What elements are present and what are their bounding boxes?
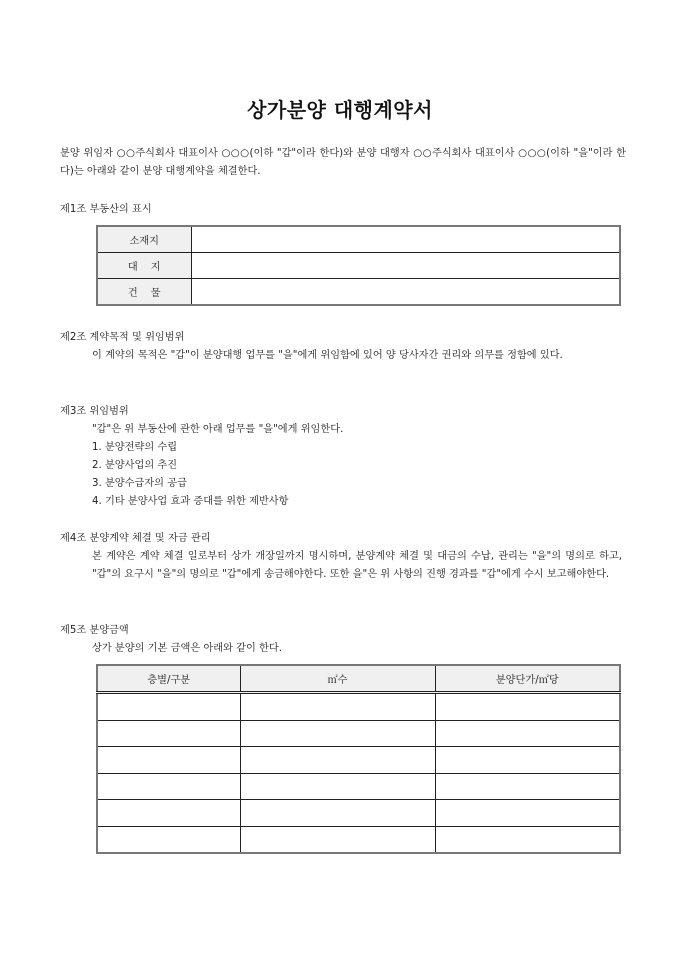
table-row — [97, 773, 620, 800]
article-2-body: 이 계약의 목적은 "갑"이 분양대행 업무를 "을"에게 위임함에 있어 양 당사자간 권리와 의무를 정함에 있다. — [92, 350, 563, 361]
table-cell — [97, 800, 240, 827]
header-area: ㎡수 — [240, 665, 435, 693]
article-4-body: 본 계약은 계약 체결 일로부터 상가 개장일까지 명시하며, 분양계약 체결 및 대금의 수납, 관리는 "을"의 명의로 하고, "갑"의 요구시 "을"의 명의로 "갑"에게 송금해야한다. 또한 을"은 위 사항의 진행 경과를 "갑"에게 수시 보고해야한다. — [92, 551, 622, 580]
property-label-building: 건 물 — [97, 279, 191, 306]
table-cell — [240, 747, 435, 774]
table-cell — [240, 773, 435, 800]
table-row — [97, 279, 620, 306]
property-value-building — [191, 279, 620, 306]
table-header-row — [97, 665, 620, 693]
document-title: 상가분양 대행계약서 — [247, 98, 433, 122]
list-item: 3. 분양수급자의 공급 — [92, 478, 187, 489]
table-cell — [97, 720, 240, 747]
property-label-location: 소재지 — [97, 226, 191, 253]
list-item: 2. 분양사업의 추진 — [92, 460, 178, 471]
table-cell — [435, 720, 620, 747]
property-label-land: 대 지 — [97, 253, 191, 279]
property-table — [96, 225, 621, 306]
table-cell — [240, 800, 435, 827]
table-cell — [435, 800, 620, 827]
article-5-title: 제5조 분양금액 — [60, 625, 129, 636]
article-3-title: 제3조 위임범위 — [60, 406, 129, 417]
sale-price-table — [96, 664, 621, 854]
table-cell — [240, 826, 435, 853]
table-row — [97, 800, 620, 827]
article-4-title: 제4조 분양계약 체결 및 자금 관리 — [60, 533, 211, 544]
property-value-location — [191, 226, 620, 253]
table-cell — [435, 693, 620, 721]
table-row — [97, 747, 620, 774]
table-row — [97, 826, 620, 853]
table-cell — [97, 773, 240, 800]
header-unit-price: 분양단가/㎡당 — [435, 665, 620, 693]
table-row — [97, 253, 620, 279]
table-cell — [240, 720, 435, 747]
header-floor-category: 층별/구분 — [97, 665, 240, 693]
article-5-body: 상가 분양의 기본 금액은 아래와 같이 한다. — [92, 643, 282, 654]
table-row — [97, 226, 620, 253]
table-cell — [435, 773, 620, 800]
property-value-land — [191, 253, 620, 279]
article-2-title: 제2조 계약목적 및 위임범위 — [60, 332, 185, 343]
list-item: 1. 분양전략의 수립 — [92, 442, 178, 453]
delegation-list — [92, 439, 288, 511]
intro-paragraph: 분양 위임자 ○○주식회사 대표이사 ○○○(이하 "갑"이라 한다)와 분양 대행자 ○○주식회사 대표이사 ○○○(이하 "을"이라 한다)는 아래와 같이 분양 대행계약을 체결한다. — [60, 148, 626, 177]
article-1-title: 제1조 부동산의 표시 — [60, 204, 152, 215]
table-cell — [240, 693, 435, 721]
list-item: 4. 기타 분양사업 효과 증대를 위한 제반사항 — [92, 496, 289, 507]
table-cell — [435, 747, 620, 774]
table-cell — [435, 826, 620, 853]
table-cell — [97, 826, 240, 853]
table-cell — [97, 693, 240, 721]
table-cell — [97, 747, 240, 774]
table-row — [97, 693, 620, 721]
article-3-body: "갑"은 위 부동산에 관한 아래 업무를 "을"에게 위임한다. — [92, 424, 344, 435]
table-row — [97, 720, 620, 747]
